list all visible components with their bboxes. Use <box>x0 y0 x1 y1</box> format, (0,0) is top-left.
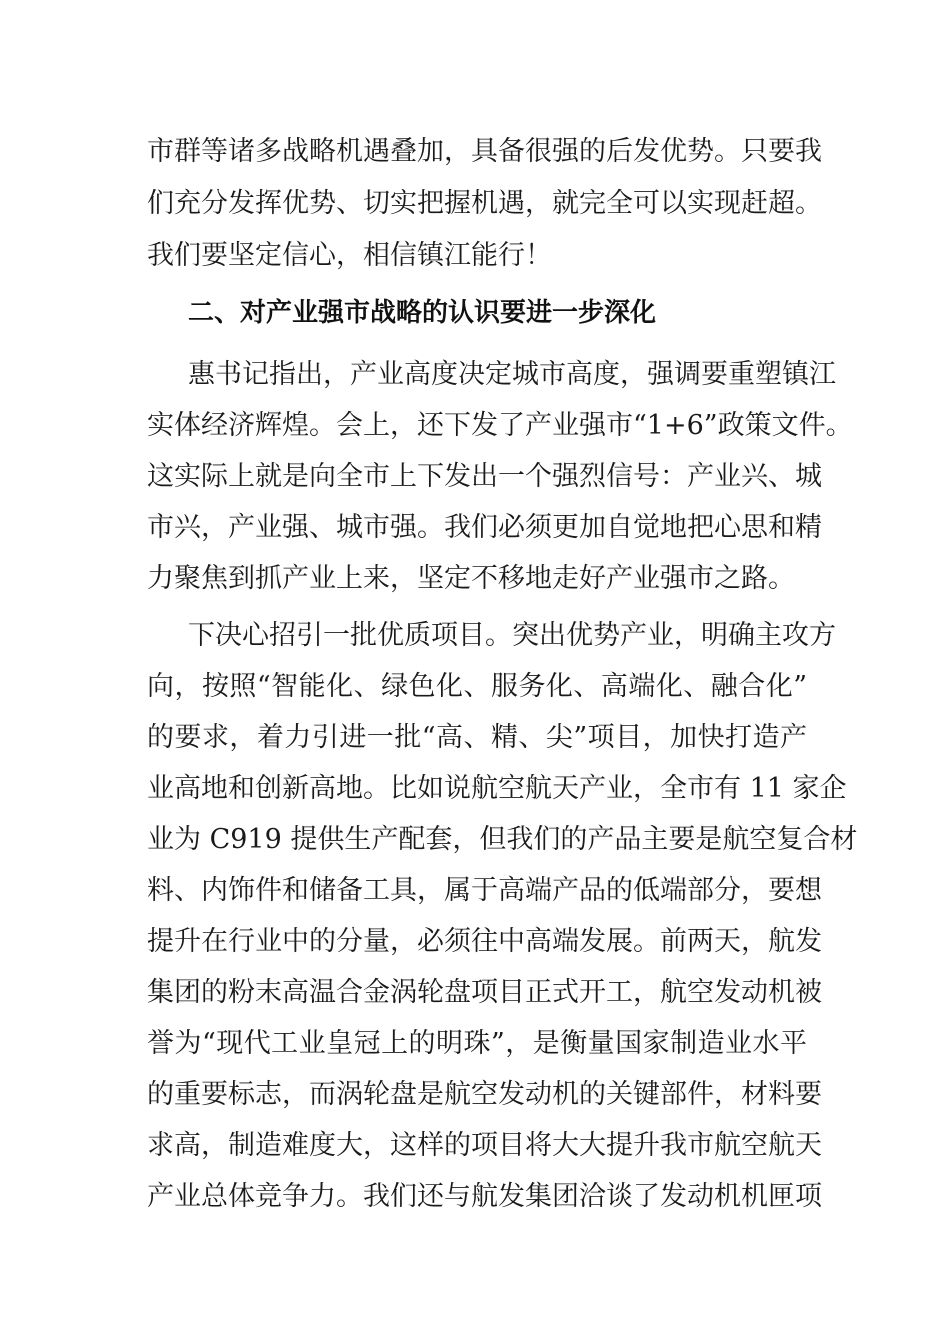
paragraph-1-line-1: 市群等诸多战略机遇叠加，具备很强的后发优势。只要我 <box>147 136 822 167</box>
paragraph-3-line-9: 誉为“现代工业皇冠上的明珠”，是衡量国家制造业水平 <box>147 1028 807 1059</box>
paragraph-2-line-5: 力聚焦到抓产业上来，坚定不移地走好产业强市之路。 <box>147 563 795 594</box>
paragraph-2-line-1: 惠书记指出，产业高度决定城市高度，强调要重塑镇江 <box>188 359 836 390</box>
paragraph-3-line-12: 产业总体竞争力。我们还与航发集团洽谈了发动机机匣项 <box>147 1181 822 1212</box>
paragraph-3-line-5: 业为 C919 提供生产配套，但我们的产品主要是航空复合材 <box>147 824 858 855</box>
paragraph-3-line-3: 的要求，着力引进一批“高、精、尖”项目，加快打造产 <box>147 722 807 753</box>
paragraph-3-line-10: 的重要标志，而涡轮盘是航空发动机的关键部件，材料要 <box>147 1079 822 1110</box>
paragraph-3-line-2: 向，按照“智能化、绿色化、服务化、高端化、融合化” <box>147 671 807 702</box>
paragraph-2-line-2: 实体经济辉煌。会上，还下发了产业强市“1+6”政策文件。 <box>147 410 853 441</box>
paragraph-3-line-11: 求高，制造难度大，这样的项目将大大提升我市航空航天 <box>147 1130 822 1161</box>
paragraph-2-line-3: 这实际上就是向全市上下发出一个强烈信号：产业兴、城 <box>147 461 822 492</box>
section-heading: 二、对产业强市战略的认识要进一步深化 <box>188 298 657 328</box>
paragraph-1-line-3: 我们要坚定信心，相信镇江能行！ <box>147 240 552 271</box>
paragraph-3-line-7: 提升在行业中的分量，必须往中高端发展。前两天，航发 <box>147 926 822 957</box>
paragraph-3-line-8: 集团的粉末高温合金涡轮盘项目正式开工，航空发动机被 <box>147 977 822 1008</box>
paragraph-3-line-6: 料、内饰件和储备工具，属于高端产品的低端部分，要想 <box>147 875 822 906</box>
paragraph-3-line-4: 业高地和创新高地。比如说航空航天产业，全市有 11 家企 <box>147 773 847 804</box>
paragraph-1-line-2: 们充分发挥优势、切实把握机遇，就完全可以实现赶超。 <box>147 188 822 219</box>
paragraph-3-line-1: 下决心招引一批优质项目。突出优势产业，明确主攻方 <box>188 620 836 651</box>
paragraph-2-line-4: 市兴，产业强、城市强。我们必须更加自觉地把心思和精 <box>147 512 822 543</box>
